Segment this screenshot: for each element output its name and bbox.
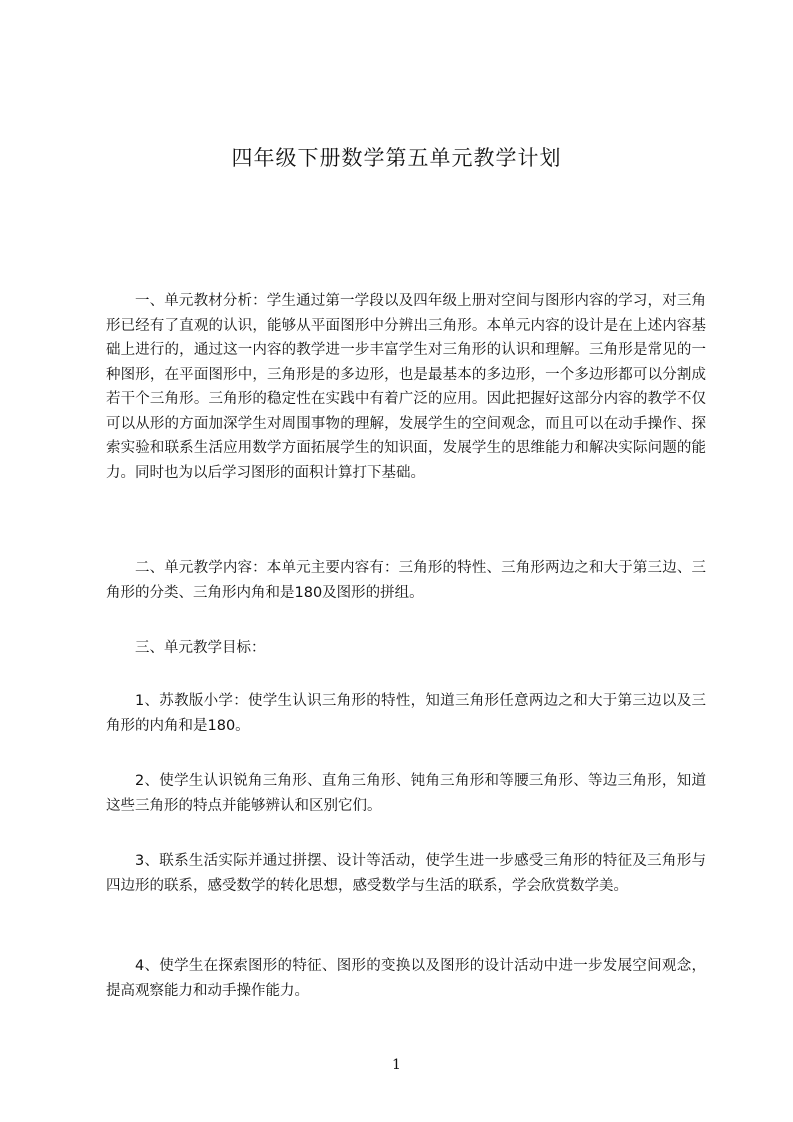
paragraph-unit-content: 二、单元教学内容：本单元主要内容有：三角形的特性、三角形两边之和大于第三边、三角形的分类、三角形内角和是180及图形的拼组。 (106, 560, 706, 601)
paragraph-textbook-analysis: 一、单元教材分析：学生通过第一学段以及四年级上册对空间与图形内容的学习，对三角形已经有了直观的认识，能够从平面图形中分辨出三角形。本单元内容的设计是在上述内容基础上进行的，通过这一内容的教学进一步丰富学生对三角形的认识和理解。三角形是常见的一种图形，在平面图形中，三角形是的多边形，也是最基本的多边形，一个多边形都可以分割成若干个三角形。三角形的稳定性在实践中有着广泛的应用。因此把握好这部分内容的教学不仅可以从形的方面加深学生对周围事物的理解，发展学生的空间观念，而且可以在动手操作、探索实验和联系生活应用数学方面拓展学生的知识面，发展学生的思维能力和解决实际问题的能力。同时也为以后学习图形的面积计算打下基础。 (106, 293, 706, 481)
paragraph-goal-3: 3、联系生活实际并通过拼摆、设计等活动，使学生进一步感受三角形的特征及三角形与四边形的联系，感受数学的转化思想，感受数学与生活的联系，学会欣赏数学美。 (106, 853, 706, 894)
paragraph-unit-goals-heading: 三、单元教学目标： (135, 640, 266, 656)
paragraph-goal-4: 4、使学生在探索图形的特征、图形的变换以及图形的设计活动中进一步发展空间观念，提高观察能力和动手操作能力。 (106, 958, 706, 999)
paragraph-goal-1: 1、苏教版小学：使学生认识三角形的特性，知道三角形任意两边之和大于第三边以及三角形的内角和是180。 (106, 693, 706, 734)
page-number: 1 (392, 1057, 401, 1073)
document-title: 四年级下册数学第五单元教学计划 (231, 146, 562, 170)
paragraph-goal-2: 2、使学生认识锐角三角形、直角三角形、钝角三角形和等腰三角形、等边三角形，知道这些三角形的特点并能够辨认和区别它们。 (106, 773, 706, 814)
